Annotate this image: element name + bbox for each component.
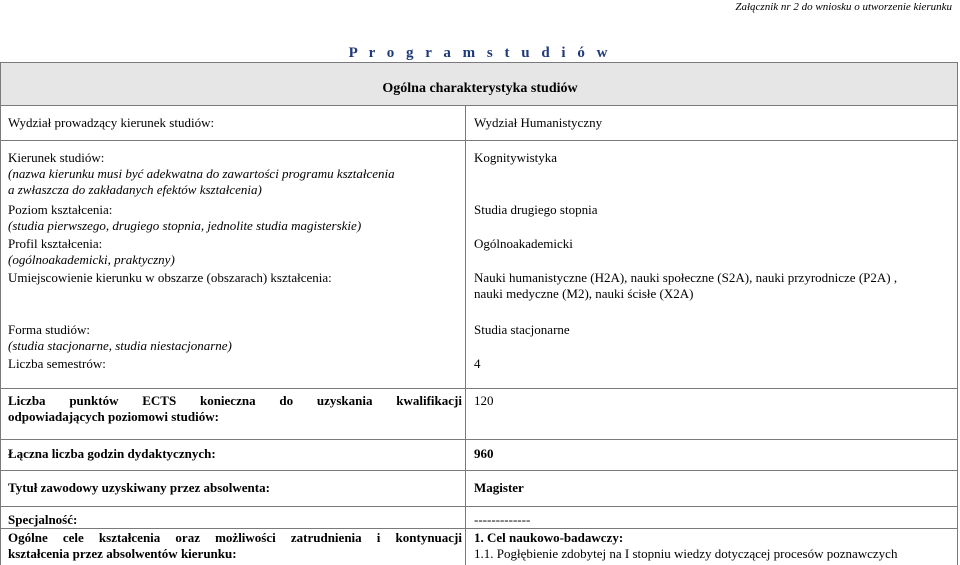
- semestry-label: Liczba semestrów:: [8, 356, 106, 371]
- row-forma-value: [474, 322, 954, 338]
- semestry-value: 4: [474, 356, 481, 371]
- row-divider: [0, 528, 958, 529]
- obszar-value-cont: nauki medyczne (M2), nauki ścisłe (X2A): [474, 286, 694, 301]
- row-tytul-label: [8, 480, 462, 496]
- specjalnosc-value: -------------: [474, 512, 531, 527]
- section-header: [0, 62, 958, 106]
- row-godziny-value: [474, 446, 954, 462]
- poziom-label: Poziom kształcenia:: [8, 202, 113, 217]
- poziom-note: (studia pierwszego, drugiego stopnia, jednolite studia magisterskie): [8, 218, 362, 233]
- row-specjalnosc-label: [8, 512, 462, 528]
- column-divider: [465, 106, 466, 565]
- row-tytul-value: [474, 480, 954, 496]
- row-cele-label: [8, 530, 462, 562]
- row-poziom-value: [474, 202, 954, 218]
- row-ects-label: [8, 393, 462, 425]
- row-obszar-value: [474, 270, 954, 302]
- row-cele-value: [474, 530, 954, 562]
- row-forma-label: [8, 322, 462, 354]
- program-title: P r o g r a m s t u d i ó w: [348, 45, 612, 61]
- row-kierunek-label: [8, 150, 462, 198]
- section-title: Ogólna charakterystyka studiów: [382, 81, 578, 96]
- poziom-value: Studia drugiego stopnia: [474, 202, 598, 217]
- ects-label: Liczba punktów ECTS konieczna do uzyskania kwalifikacji: [8, 393, 462, 408]
- row-semestry-value: [474, 356, 954, 372]
- cele-value: 1. Cel naukowo-badawczy:: [474, 530, 624, 545]
- ects-value: 120: [474, 393, 494, 408]
- row-ects-value: [474, 393, 954, 409]
- obszar-label: Umiejscowienie kierunku w obszarze (obszarach) kształcenia:: [8, 270, 332, 285]
- profil-value: Ogólnoakademicki: [474, 236, 573, 251]
- row-obszar-label: [8, 270, 462, 286]
- row-wydzial-value: [474, 115, 954, 131]
- row-specjalnosc-value: [474, 512, 954, 528]
- wydzial-label: Wydział prowadzący kierunek studiów:: [8, 115, 215, 130]
- row-godziny-label: [8, 446, 462, 462]
- profil-label: Profil kształcenia:: [8, 236, 103, 251]
- row-profil-value: [474, 236, 954, 252]
- row-poziom-label: [8, 202, 462, 234]
- cele-value-cont: 1.1. Pogłębienie zdobytej na I stopniu wiedzy dotyczącej procesów poznawczych: [474, 546, 898, 561]
- tytul-value: Magister: [474, 480, 524, 495]
- cele-label-cont: kształcenia przez absolwentów kierunku:: [8, 546, 237, 561]
- wydzial-value: Wydział Humanistyczny: [474, 115, 603, 130]
- row-wydzial-label: [8, 115, 462, 131]
- annex-note: Załącznik nr 2 do wniosku o utworzenie kierunku: [735, 1, 952, 13]
- godziny-value: 960: [474, 446, 494, 461]
- row-divider: [0, 140, 958, 141]
- ects-label-cont: odpowiadających poziomowi studiów:: [8, 409, 219, 424]
- godziny-label: Łączna liczba godzin dydaktycznych:: [8, 446, 216, 461]
- row-kierunek-value: [474, 150, 954, 166]
- forma-label: Forma studiów:: [8, 322, 90, 337]
- kierunek-note-cont: a zwłaszcza do zakładanych efektów kształcenia): [8, 182, 262, 197]
- forma-value: Studia stacjonarne: [474, 322, 570, 337]
- row-divider: [0, 506, 958, 507]
- forma-note: (studia stacjonarne, studia niestacjonarne): [8, 338, 232, 353]
- obszar-value: Nauki humanistyczne (H2A), nauki społeczne (S2A), nauki przyrodnicze (P2A) ,: [474, 270, 898, 285]
- kierunek-label: Kierunek studiów:: [8, 150, 105, 165]
- row-semestry-label: [8, 356, 462, 372]
- row-divider: [0, 439, 958, 440]
- kierunek-note: (nazwa kierunku musi być adekwatna do zawartości programu kształcenia: [8, 166, 395, 181]
- row-profil-label: [8, 236, 462, 268]
- profil-note: (ogólnoakademicki, praktyczny): [8, 252, 175, 267]
- row-divider: [0, 470, 958, 471]
- row-divider: [0, 388, 958, 389]
- cele-label: Ogólne cele kształcenia oraz możliwości zatrudnienia i kontynuacji: [8, 530, 462, 545]
- kierunek-value: Kognitywistyka: [474, 150, 558, 165]
- specjalnosc-label: Specjalność:: [8, 512, 78, 527]
- tytul-label: Tytuł zawodowy uzyskiwany przez absolwenta:: [8, 480, 270, 495]
